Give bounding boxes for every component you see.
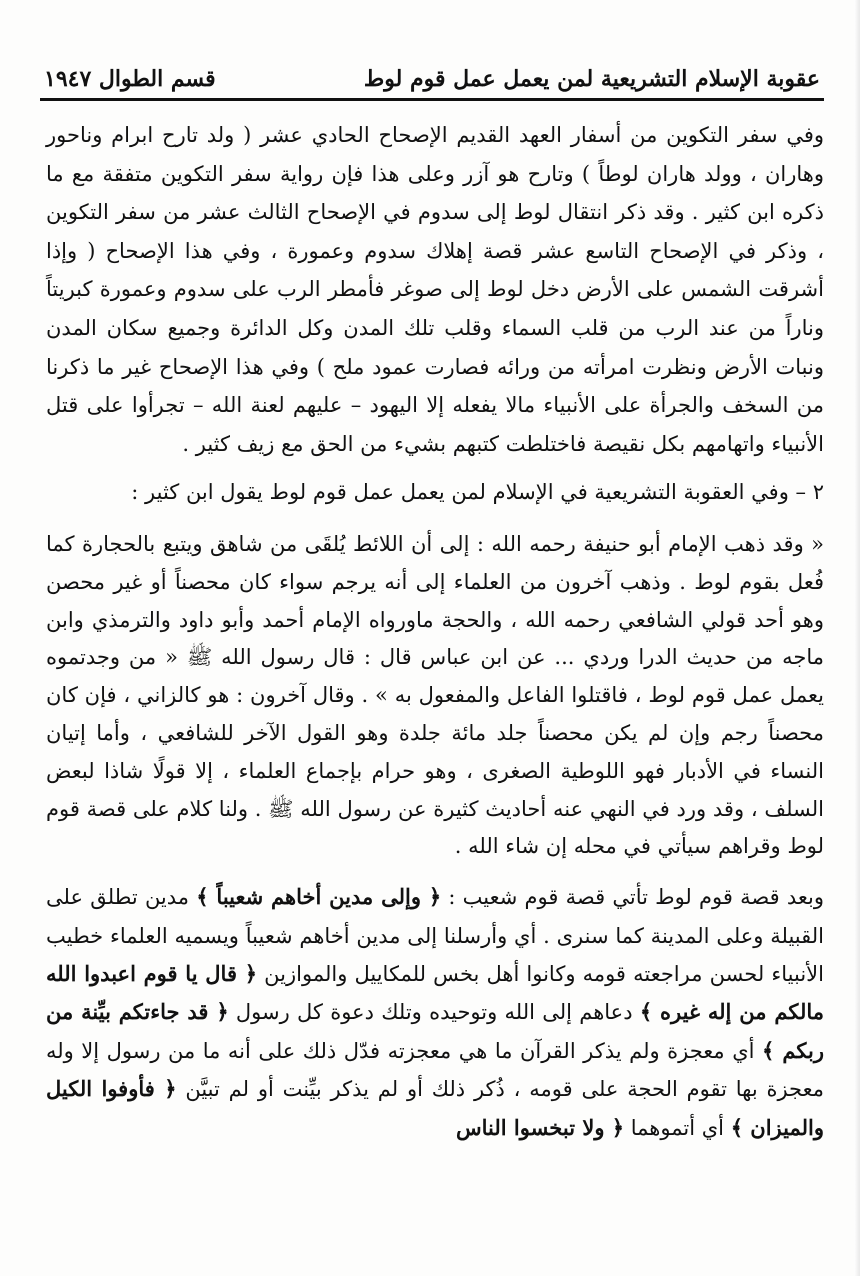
text-segment: دعاهم إلى الله وتوحيده وتلك دعوة كل رسول <box>228 1000 640 1025</box>
section-and-page-number: قسم الطوال ١٩٤٧ <box>44 66 216 92</box>
text-segment: وبعد قصة قوم لوط تأتي قصة قوم شعيب : <box>441 885 825 910</box>
quran-verse: ﴿ قال يا قوم اعبدوا الله مالكم من إله غيره ﴾ <box>46 960 824 1025</box>
paragraph-shuayb <box>46 878 824 1147</box>
text-segment: أي معجزة ولم يذكر القرآن ما هي معجزته فدّل ذلك على أنه ما من رسول إلا وله معجزة بها تقوم الحجة على قومه ، ذُكر ذلك أو لم يذكر بيِّنت أو لم تبيَّن <box>46 1038 824 1102</box>
page-body <box>46 116 824 1147</box>
paragraph-heading-2: ٢ – وفي العقوبة التشريعية في الإسلام لمن يعمل عمل قوم لوط يقول ابن كثير : <box>131 480 824 505</box>
text-segment: مدين تطلق على القبيلة وعلى المدينة كما سنرى . أي وأرسلنا إلى مدين أخاهم شعيباً ويسميه العلماء خطيب الأنبياء لحسن مراجعته قومه وكانوا أهل بخس للمكاييل والموازين <box>46 885 824 986</box>
header-rule <box>40 98 824 101</box>
paragraph-genesis: وفي سفر التكوين من أسفار العهد القديم الإصحاح الحادي عشر ( ولد تارح ابرام وناحور وهاران ، وولد هاران لوطاً ) وتارح هو آزر وعلى هذا فإن رواية سفر التكوين متفقة مع ما ذكره ابن كثير . وقد ذكر انتقال لوط إلى سدوم في الإصحاح الثالث عشر من سفر التكوين ، وذكر في الإصحاح التاسع عشر قصة إهلاك سدوم وعمورة ، وفي هذا الإصحاح ( وإذا أشرقت الشمس على الأرض دخل لوط إلى صوغر فأمطر الرب على سدوم وعمورة كبريتاً وناراً من عند الرب من قلب السماء وقلب تلك المدن وكل الدائرة وجميع سكان المدن ونبات الأرض ونظرت امرأته من ورائه فصارت عمود ملح ) وفي هذا الإصحاح غير ما ذكرنا من السخف والجرأة على الأنبياء مالا يفعله إلا اليهود – عليهم لعنة الله – تجرأوا على قتل الأنبياء واتهامهم بكل نقيصة فاختلطت كتبهم بشيء من الحق مع زيف كثير . <box>46 123 824 456</box>
page-header <box>44 54 820 94</box>
text-segment: أي أتموهما <box>624 1115 731 1140</box>
paragraph-ibn-kathir-quote: « وقد ذهب الإمام أبو حنيفة رحمه الله : إلى أن اللائط يُلقَى من شاهق ويتبع بالحجارة كما فُعل بقوم لوط . وذهب آخرون من العلماء إلى أنه يرجم سواء كان محصناً أو غير محصن وهو أحد قولي الشافعي رحمه الله ، والحجة ماورواه الإمام أحمد وأبو داود والترمذي وابن ماجه من حديث الدرا وردي ... عن ابن عباس قال : قال رسول الله ﷺ « من وجدتموه يعمل عمل قوم لوط ، فاقتلوا الفاعل والمفعول به » . وقال آخرون : هو كالزاني ، فإن كان محصناً رجم وإن لم يكن محصناً جلد مائة جلدة وهو القول الآخر للشافعي ، وأما إتيان النساء في الأدبار فهو اللوطية الصغرى ، وهو حرام بإجماع العلماء ، إلا قولًا شاذا لبعض السلف ، وقد ورد في النهي عنه أحاديث كثيرة عن رسول الله ﷺ . ولنا كلام على قصة قوم لوط وقراهم سيأتي في محله إن شاء الله . <box>46 531 824 859</box>
scan-edge <box>854 0 860 1276</box>
quran-verse: ﴿ قد جاءتكم بيِّنة من ربكم ﴾ <box>46 999 824 1063</box>
running-title: عقوبة الإسلام التشريعية لمن يعمل عمل قوم لوط <box>363 66 820 92</box>
quran-verse: ﴿ وإلى مدين أخاهم شعيباً ﴾ <box>196 884 442 910</box>
quran-verse: ﴿ فأوفوا الكيل والميزان ﴾ <box>46 1076 824 1140</box>
quran-verse: ﴿ ولا تبخسوا الناس <box>455 1114 625 1140</box>
